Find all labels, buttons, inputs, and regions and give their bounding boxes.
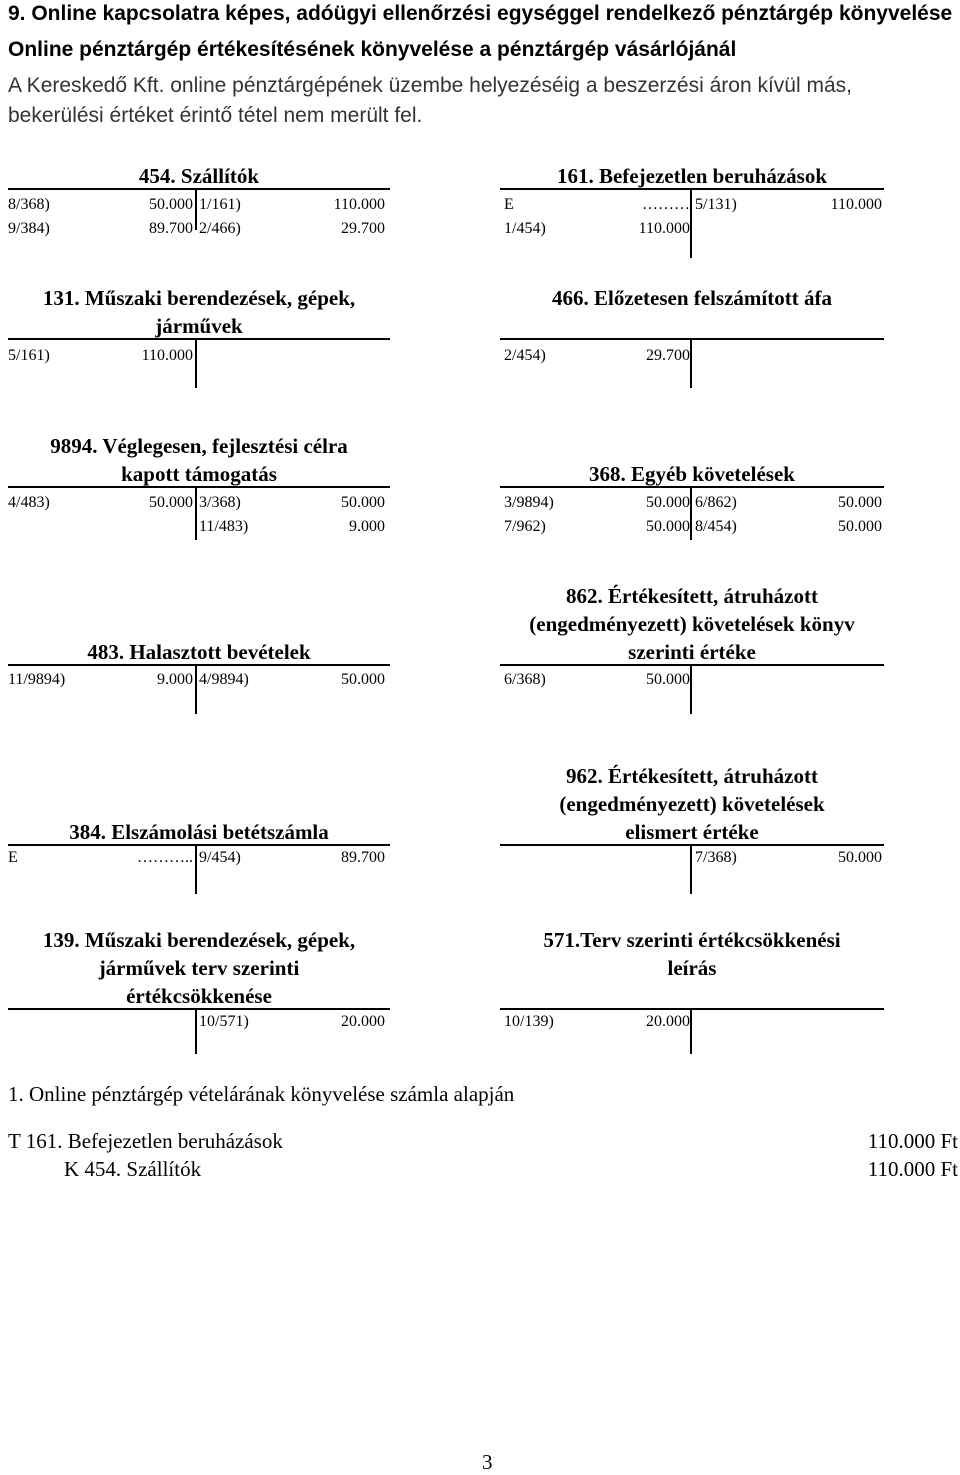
- t-account-466: [500, 284, 884, 340]
- t-account-454: [8, 160, 390, 190]
- t-account-368-title: 368. Egyéb követelések: [589, 462, 795, 486]
- booking-debit-amount: 110.000 Ft: [867, 1129, 958, 1153]
- t-account-454-title: 454. Szállítók: [138, 164, 260, 188]
- booking-credit-line: K 454. Szállítók: [64, 1157, 202, 1181]
- t-account-368: [500, 458, 884, 488]
- t-account-862: [500, 580, 884, 666]
- t-account-139: [8, 924, 390, 1010]
- t-account-131: [8, 284, 390, 340]
- t-account-571: [500, 924, 884, 1010]
- t-account-384: [8, 816, 390, 846]
- t-account-161: [500, 160, 884, 190]
- t-account-161-title: 161. Befejezetlen beruházások: [556, 164, 828, 188]
- t-account-862-title: 862. Értékesített, átruházott (engedményezett) követelések könyv szerinti értéke: [529, 584, 855, 664]
- subsection-title: Online pénztárgép értékesítésének könyvelése a pénztárgép vásárlójánál: [8, 38, 737, 61]
- t-account-9894: [8, 432, 390, 488]
- t-account-962: [500, 760, 884, 846]
- t-account-483-title: 483. Halasztott bevételek: [87, 640, 311, 664]
- t-account-962-title: 962. Értékesített, átruházott (engedményezett) követelések elismert értéke: [559, 764, 825, 844]
- t-account-466-title: 466. Előzetesen felszámított áfa: [552, 286, 832, 310]
- booking-credit-amount: 110.000 Ft: [867, 1157, 958, 1181]
- page-number: 3: [482, 1450, 493, 1474]
- t-account-131-title: 131. Műszaki berendezések, gépek, járművek: [42, 286, 356, 338]
- t-account-384-title: 384. Elszámolási betétszámla: [69, 820, 329, 844]
- t-account-139-title: 139. Műszaki berendezések, gépek, járművek terv szerinti értékcsökkenése: [42, 928, 356, 1008]
- section-title: 9. Online kapcsolatra képes, adóügyi ellenőrzési egységgel rendelkező pénztárgép könyvelése: [8, 2, 953, 25]
- booking-debit-line: T 161. Befejezetlen beruházások: [8, 1129, 283, 1153]
- t-account-571-title: 571.Terv szerinti értékcsökkenési leírás: [543, 928, 841, 980]
- intro-line-2: bekerülési értéket érintő tétel nem merült fel.: [8, 104, 423, 127]
- t-account-9894-title: 9894. Véglegesen, fejlesztési célra kapott támogatás: [50, 434, 348, 486]
- t-account-483: [8, 636, 390, 666]
- booking-heading: 1. Online pénztárgép vételárának könyvelése számla alapján: [8, 1082, 515, 1106]
- intro-line-1: A Kereskedő Kft. online pénztárgépének üzembe helyezéséig a beszerzési áron kívül más,: [8, 74, 852, 97]
